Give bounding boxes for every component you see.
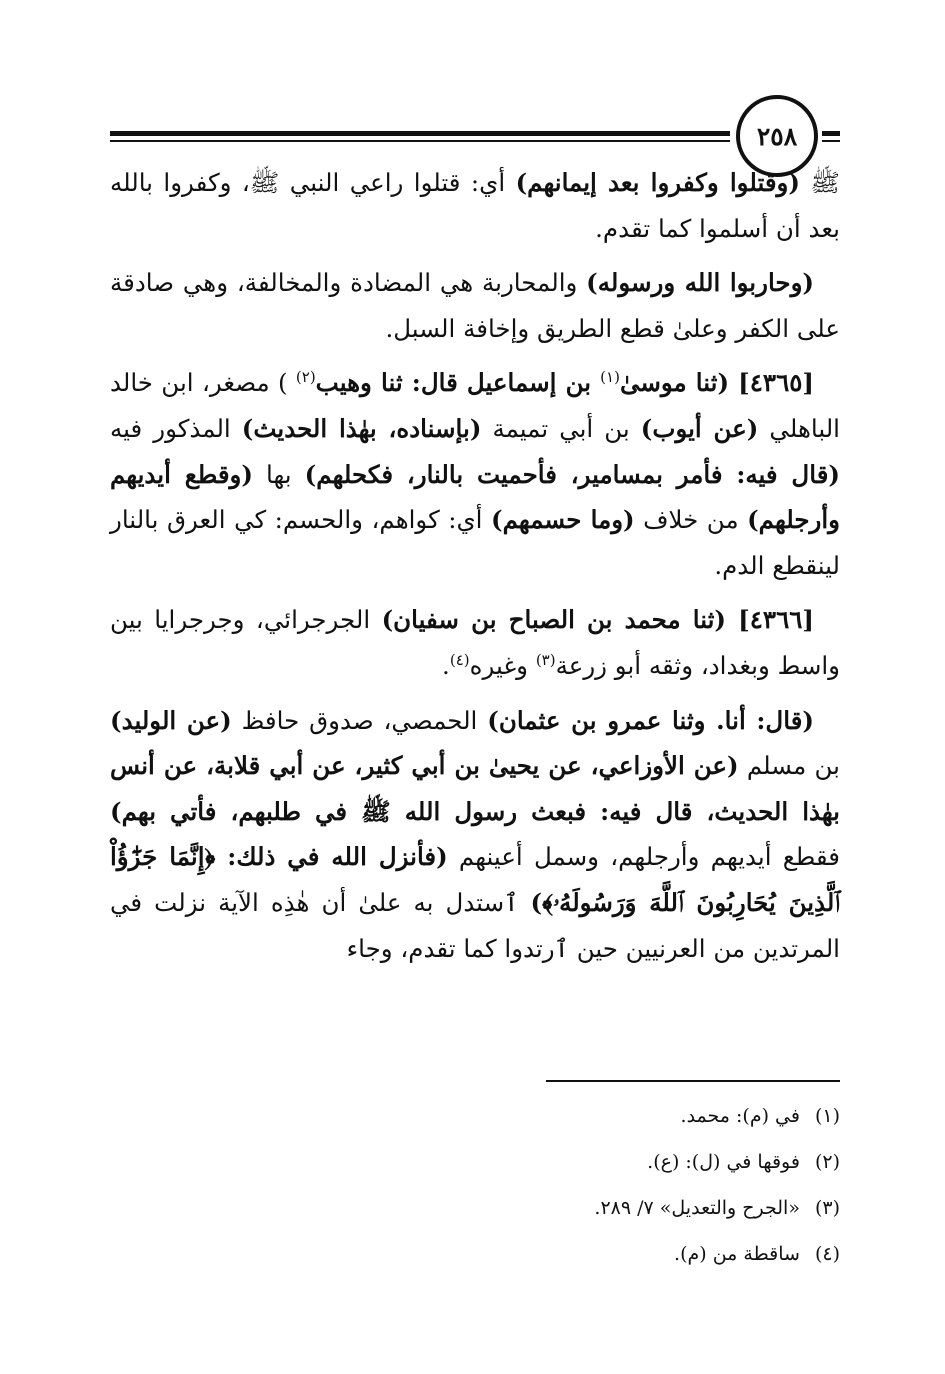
- commentary-text: أي: كواهم، والحسم: كي العرق بالنار لينقطع الدم.: [110, 505, 840, 580]
- paragraph: [110, 160, 840, 251]
- footnotes: [300, 1093, 840, 1277]
- paragraph: [110, 360, 840, 588]
- page-number: ٢٥٨: [736, 95, 818, 177]
- commentary-text: أي: قتلوا راعي النبي ﷺ، وكفروا بالله بعد أن أسلموا كما تقدم.: [110, 168, 840, 243]
- paragraph: [110, 260, 840, 351]
- bold-quote-text: بن إسماعيل قال: ثنا وهيب: [315, 368, 601, 398]
- bold-quote-text: (وقتلوا وكفروا بعد إيمانهم): [515, 168, 800, 197]
- bold-quote-text: (وحاربوا الله ورسوله): [586, 268, 814, 298]
- commentary-text: بها: [252, 459, 305, 489]
- footnote-marker: (٢): [295, 368, 316, 387]
- commentary-text: المذكور فيه: [110, 413, 242, 443]
- footnote-marker: (٤): [449, 650, 470, 669]
- footnote-text: «الجرح والتعديل» ٧/ ٢٨٩.: [594, 1197, 806, 1219]
- commentary-text: ﷺ: [799, 168, 841, 197]
- commentary-text: بن أبي تميمة: [481, 413, 641, 443]
- main-text: [110, 160, 840, 980]
- header-rule-thick: [110, 131, 730, 136]
- footnote-marker: (١): [600, 368, 620, 387]
- commentary-text: الجرجرائي، وجرجرايا بين واسط وبغداد، وثقه أبو زرعة: [110, 605, 840, 680]
- bold-quote-text: [٤٣٦٦] (ثنا محمد بن الصباح بن سفيان): [381, 605, 814, 635]
- commentary-text: ٱستدل به علىٰ أن هٰذِه الآية نزلت في المرتدين من العرنيين حين ٱرتدوا كما تقدم، وجاء: [110, 887, 840, 963]
- commentary-text: فقطع أيديهم وأرجلهم، وسمل أعينهم: [447, 842, 840, 872]
- footnote-number: (٣): [814, 1197, 840, 1219]
- bold-quote-text: (فأنزل الله في ذلك: ﴿إِنَّمَا جَزَٰٓؤُاْ ٱلَّذِينَ يُحَارِبُونَ ٱللَّهَ وَرَسُولَهُۥ﴾): [110, 842, 840, 917]
- footnote-number: (٤): [814, 1243, 840, 1265]
- commentary-text: والمحاربة هي المضادة والمخالفة، وهي صادقة على الكفر وعلىٰ قطع الطريق وإخافة السبل.: [110, 268, 840, 343]
- footnote-number: (٢): [814, 1151, 840, 1173]
- commentary-text: ) مصغر، ابن خالد الباهلي: [110, 368, 840, 443]
- bold-quote-text: (وقطع أيديهم وأرجلهم): [110, 459, 840, 535]
- footnote: [300, 1093, 840, 1139]
- bold-quote-text: (عن الوليد): [110, 705, 232, 735]
- footnote: [300, 1139, 840, 1185]
- commentary-text: من خلاف: [634, 505, 748, 535]
- paragraph: [110, 698, 840, 972]
- commentary-text: الحمصي، صدوق حافظ: [231, 705, 488, 735]
- commentary-text: .: [442, 650, 450, 680]
- paragraph: [110, 597, 840, 688]
- bold-quote-text: (وما حسمهم): [491, 505, 635, 535]
- footnote-text: في (م): محمد.: [680, 1105, 806, 1127]
- bold-quote-text: (بإسناده، بهٰذا الحديث): [241, 413, 482, 443]
- footnote-marker: (٣): [535, 650, 556, 669]
- header-rule-thin-right: [822, 140, 840, 142]
- bold-quote-text: (عن أيوب): [640, 413, 759, 443]
- footnote-separator: [546, 1080, 840, 1082]
- commentary-text: وغيره: [469, 650, 536, 680]
- bold-quote-text: (قال فيه: فأمر بمسامير، فأحميت بالنار، فكحلهم): [304, 459, 840, 489]
- footnote: [300, 1185, 840, 1231]
- bold-quote-text: (قال: أنا. وثنا عمرو بن عثمان): [487, 705, 815, 735]
- footnote-text: ساقطة من (م).: [674, 1243, 806, 1265]
- header-rule-thick-right: [822, 131, 840, 136]
- bold-quote-text: [٤٣٦٥] (ثنا موسىٰ: [619, 368, 814, 398]
- bold-quote-text: (عن الأوزاعي، عن يحيىٰ بن أبي كثير، عن أبي قلابة، عن أنس بهٰذا الحديث، قال فيه: فبعث رسول الله ﷺ في طلبهم، فأتي بهم): [110, 751, 840, 826]
- header-rule-thin: [110, 140, 730, 142]
- footnote-text: فوقها في (ل): (ع).: [647, 1151, 806, 1173]
- commentary-text: بن مسلم: [738, 751, 840, 781]
- footnote: [300, 1231, 840, 1277]
- footnote-number: (١): [814, 1105, 840, 1127]
